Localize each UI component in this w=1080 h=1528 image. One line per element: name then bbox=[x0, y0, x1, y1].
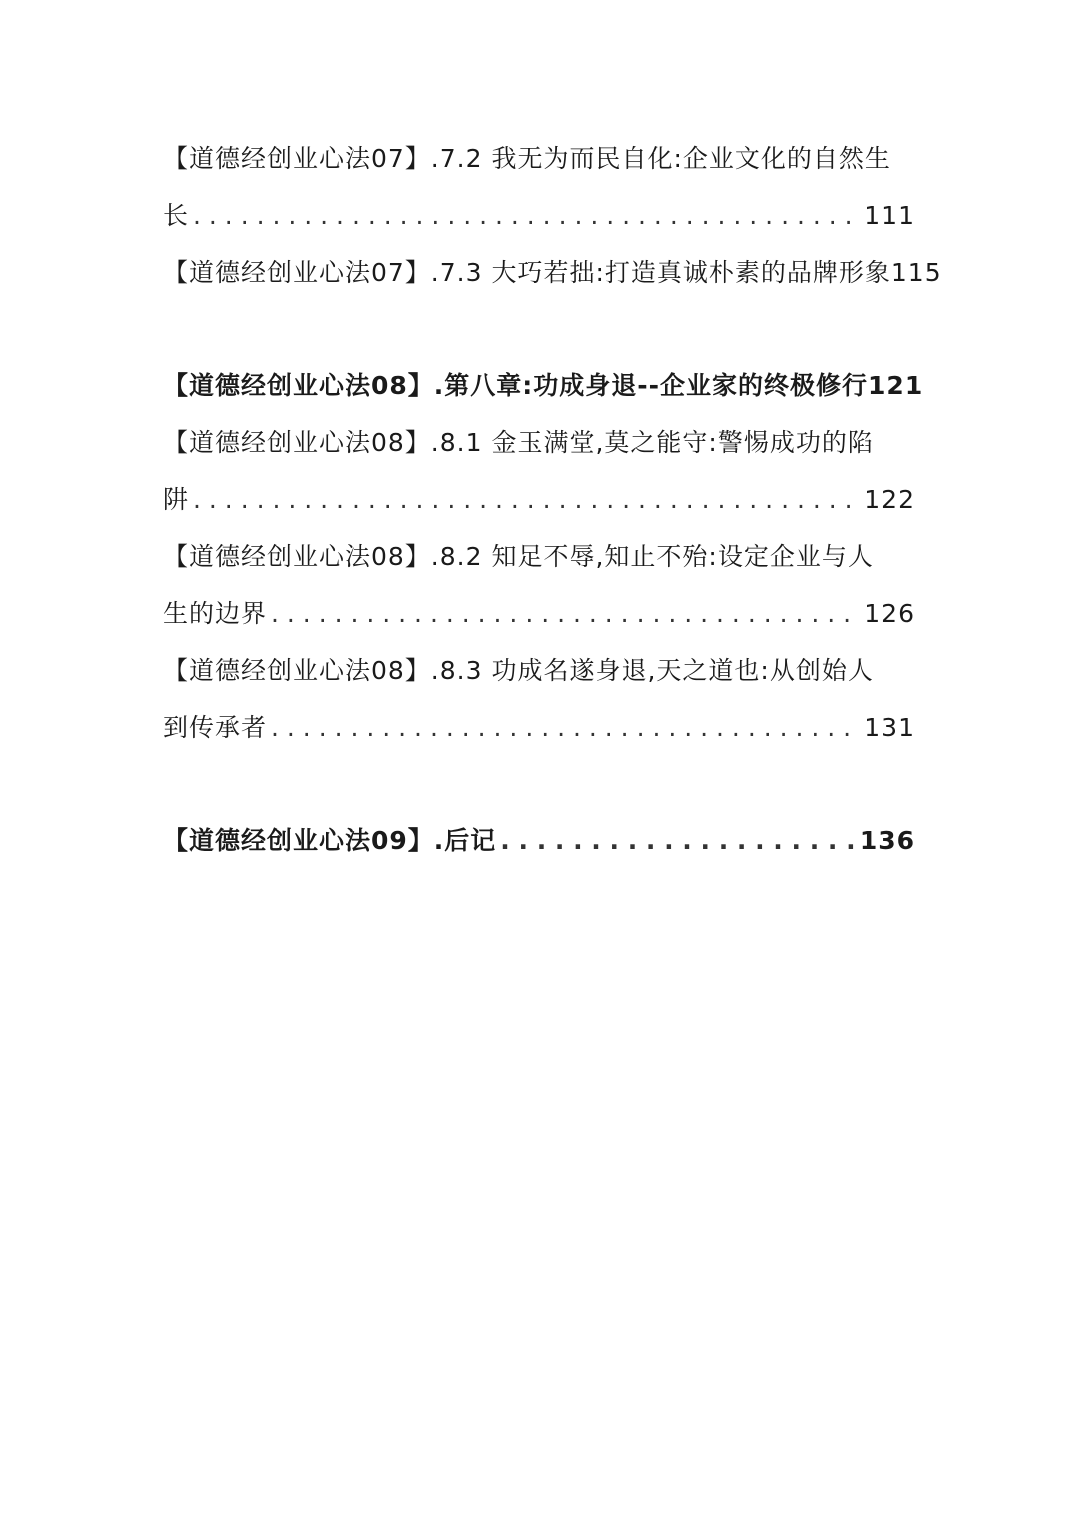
toc-page-number: 122 bbox=[864, 485, 915, 514]
toc-entry-afterword[interactable] bbox=[163, 812, 915, 869]
dot-leader bbox=[271, 699, 860, 756]
dot-leader bbox=[193, 187, 860, 244]
dot-leader bbox=[271, 585, 860, 642]
toc-entry-text-cont: 阱 bbox=[163, 485, 190, 514]
toc-entry-text: 【道德经创业心法07】.7.3 大巧若拙:打造真诚朴素的品牌形象115 bbox=[163, 258, 942, 287]
toc-page-number: 111 bbox=[864, 201, 915, 230]
toc-entry-7-2[interactable] bbox=[163, 130, 915, 244]
toc-entry-text-cont: 到传承者 bbox=[163, 713, 268, 742]
section-gap bbox=[163, 301, 915, 357]
toc-entry-text-cont: 长 bbox=[163, 201, 190, 230]
toc-entry-leader-line bbox=[163, 699, 915, 756]
toc-page-number: 126 bbox=[864, 599, 915, 628]
dot-leader bbox=[500, 812, 856, 869]
toc-entry-text: 【道德经创业心法08】.第八章:功成身退--企业家的终极修行121 bbox=[163, 371, 924, 400]
table-of-contents bbox=[163, 130, 942, 869]
toc-entry-8-3[interactable] bbox=[163, 642, 915, 756]
toc-entry-leader-line bbox=[163, 187, 915, 244]
toc-page-number: 131 bbox=[864, 713, 915, 742]
dot-leader bbox=[193, 471, 860, 528]
toc-page-number: 136 bbox=[859, 826, 915, 855]
toc-entry-text-cont: 生的边界 bbox=[163, 599, 268, 628]
toc-entry-7-3[interactable] bbox=[163, 244, 942, 301]
toc-entry-text: 【道德经创业心法08】.8.3 功成名遂身退,天之道也:从创始人 bbox=[163, 656, 874, 685]
toc-entry-8-1[interactable] bbox=[163, 414, 915, 528]
section-gap bbox=[163, 756, 915, 812]
toc-entry-leader-line bbox=[163, 585, 915, 642]
toc-entry-8-2[interactable] bbox=[163, 528, 915, 642]
toc-entry-text: 【道德经创业心法08】.8.2 知足不辱,知止不殆:设定企业与人 bbox=[163, 542, 874, 571]
toc-entry-text: 【道德经创业心法07】.7.2 我无为而民自化:企业文化的自然生 bbox=[163, 144, 891, 173]
toc-entry-leader-line bbox=[163, 812, 915, 869]
toc-entry-text: 【道德经创业心法09】.后记 bbox=[163, 826, 497, 855]
toc-entry-leader-line bbox=[163, 471, 915, 528]
toc-entry-chapter-8[interactable] bbox=[163, 357, 924, 414]
toc-entry-text: 【道德经创业心法08】.8.1 金玉满堂,莫之能守:警惕成功的陷 bbox=[163, 428, 874, 457]
